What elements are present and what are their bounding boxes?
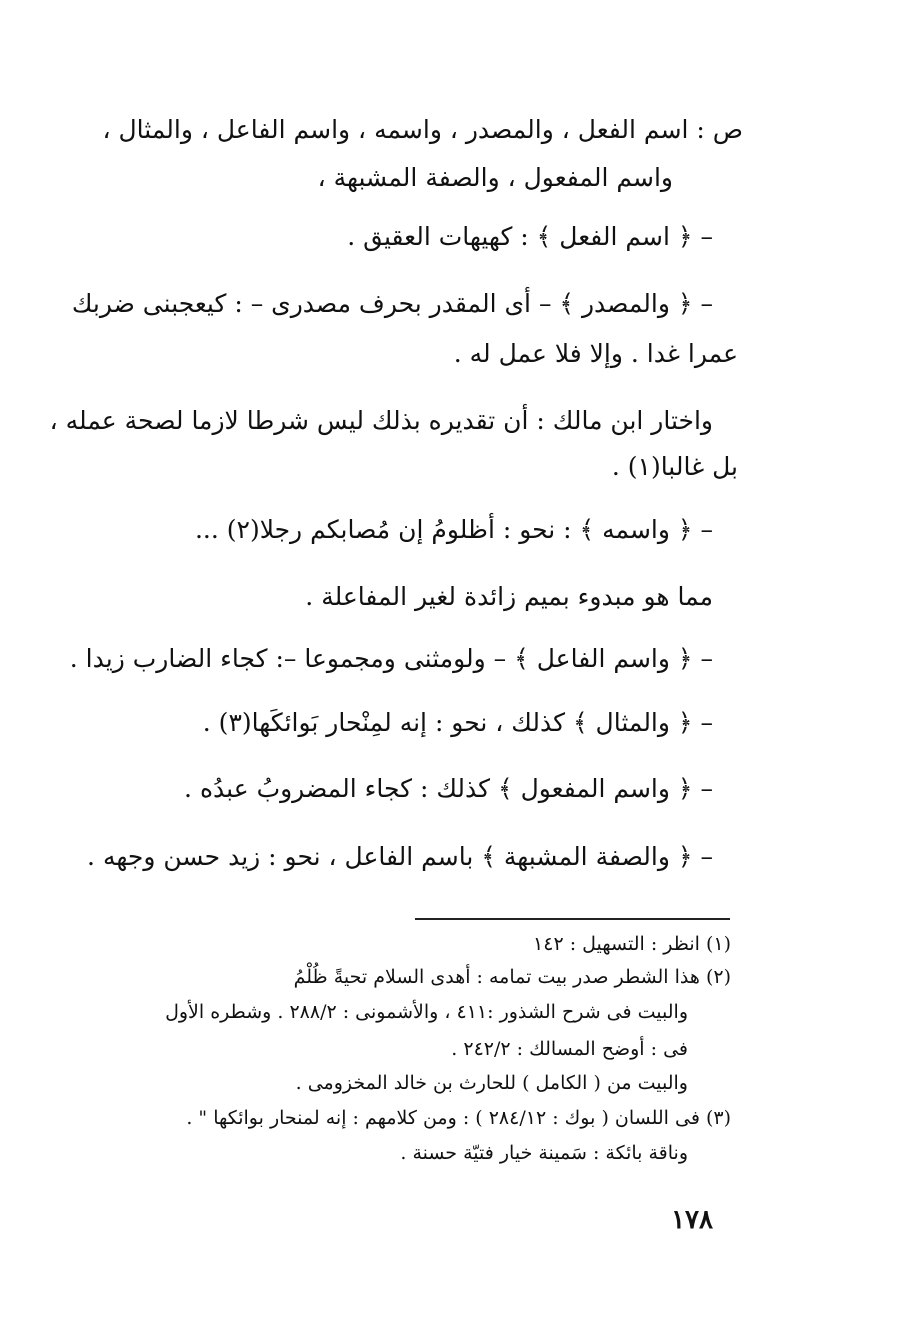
text-line-12: – ﴿ واسم المفعول ﴾ كذلك : كجاء المضروبُ عبدُه .: [184, 774, 713, 803]
text-line-1: ص : اسم الفعل ، والمصدر ، واسمه ، واسم الفاعل ، والمثال ،: [102, 115, 743, 144]
text-line-6: واختار ابن مالك : أن تقديره بذلك ليس شرطا لازما لصحة عمله ،: [49, 406, 713, 435]
footnote-separator: [415, 918, 730, 920]
text-line-3: – ﴿ اسم الفعل ﴾ : كهيهات العقيق .: [347, 222, 713, 251]
text-line-4: – ﴿ والمصدر ﴾ – أى المقدر بحرف مصدرى – : كيعجبنى ضربك: [71, 289, 713, 318]
text-line-13: – ﴿ والصفة المشبهة ﴾ باسم الفاعل ، نحو : زيد حسن وجهه .: [87, 842, 713, 871]
text-line-8: – ﴿ واسمه ﴾ : نحو : أظلومُ إن مُصابكم رجلا(٢) ...: [194, 515, 713, 544]
page-number: ١٧٨: [671, 1205, 713, 1235]
text-line-2: واسم المفعول ، والصفة المشبهة ،: [317, 163, 673, 192]
text-line-9: مما هو مبدوء بميم زائدة لغير المفاعلة .: [305, 582, 713, 611]
text-line-10: – ﴿ واسم الفاعل ﴾ – ولومثنى ومجموعا –: كجاء الضارب زيدا .: [69, 644, 713, 673]
footnote-line-5: والبيت من ( الكامل ) للحارث بن خالد المخزومى .: [295, 1072, 688, 1094]
footnote-line-3: والبيت فى شرح الشذور :٤١١ ، والأشمونى : ٢٨٨/٢ . وشطره الأول: [165, 1001, 688, 1023]
text-line-5: عمرا غدا . وإلا فلا عمل له .: [453, 339, 738, 368]
text-line-11: – ﴿ والمثال ﴾ كذلك ، نحو : إنه لمِنْحار بَوائكَها(٣) .: [202, 708, 713, 737]
footnote-line-6: (٣) فى اللسان ( بوك : ٢٨٤/١٢ ) : ومن كلامهم : إنه لمنحار بوائكها " .: [186, 1107, 731, 1129]
footnote-line-2: (٢) هذا الشطر صدر بيت تمامه : أهدى السلام تحيةً ظُلْمُ: [293, 966, 731, 988]
footnote-line-1: (١) انظر : التسهيل : ١٤٢: [533, 933, 731, 955]
footnote-line-7: وناقة بائكة : سَمينة خيار فتيّة حسنة .: [400, 1142, 688, 1164]
text-line-7: بل غالبا(١) .: [611, 452, 738, 481]
footnote-line-4: فى : أوضح المسالك : ٢٤٢/٢ .: [451, 1038, 688, 1060]
